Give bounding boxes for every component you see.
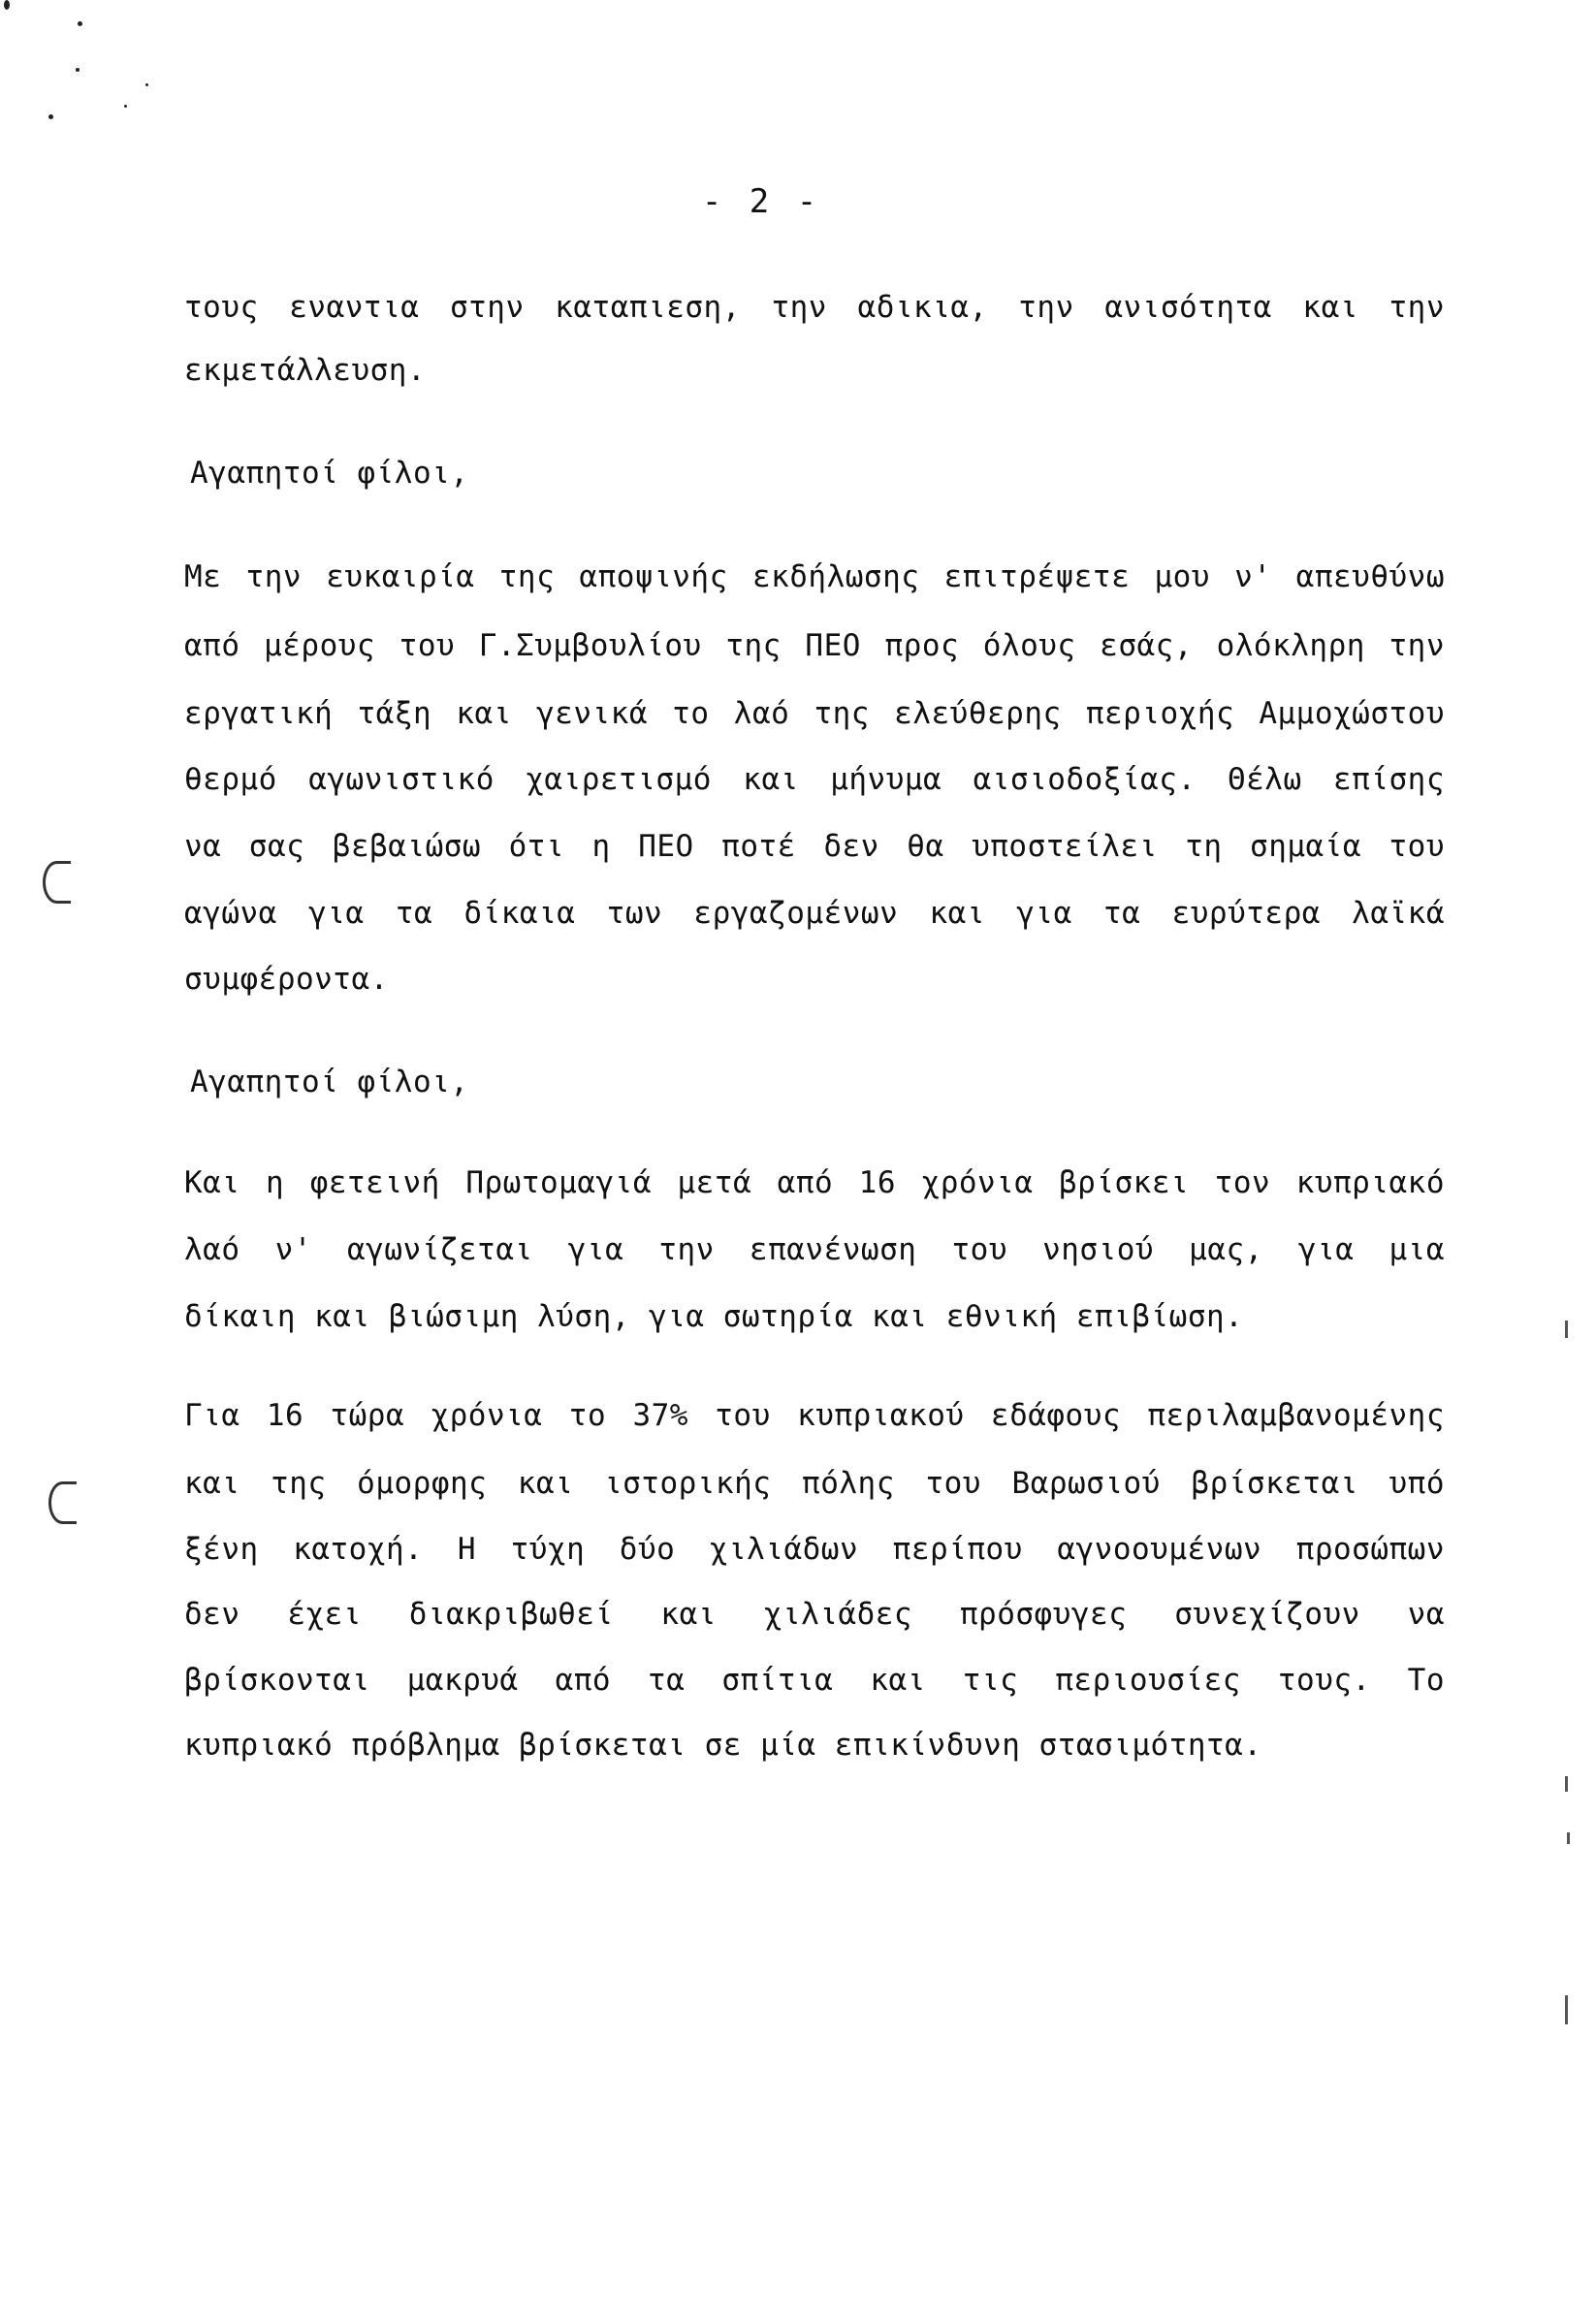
scan-speck bbox=[4, 0, 10, 10]
salutation: Αγαπητοί φίλοι, bbox=[190, 456, 469, 491]
text-line: να σας βεβαιώσω ότι η ΠΕΟ ποτέ δεν θα υποστείλει τη σημαία του bbox=[184, 829, 1445, 864]
text-line: εκμετάλλευση. bbox=[184, 353, 427, 388]
text-line: λαό ν' αγωνίζεται για την επανένωση του νησιού μας, για μια bbox=[184, 1232, 1445, 1267]
text-line: συμφέροντα. bbox=[184, 962, 389, 997]
scan-speck bbox=[124, 105, 127, 108]
text-line: βρίσκονται μακρυά από τα σπίτια και τις περιουσίες τους. Το bbox=[184, 1663, 1445, 1698]
text-line: Και η φετεινή Πρωτομαγιά μετά από 16 χρόνια βρίσκει τον κυπριακό bbox=[184, 1165, 1445, 1200]
page-number: - 2 - bbox=[701, 182, 821, 221]
scan-edge-mark bbox=[1565, 1321, 1568, 1338]
text-line: εργατική τάξη και γενικά το λαό της ελεύθερης περιοχής Αμμοχώστου bbox=[184, 696, 1445, 731]
scan-speck bbox=[48, 114, 53, 119]
scan-edge-mark bbox=[1567, 1832, 1570, 1844]
text-line: κυπριακό πρόβλημα βρίσκεται σε μία επικίνδυνη στασιμότητα. bbox=[184, 1728, 1262, 1763]
text-line: από μέρους του Γ.Συμβουλίου της ΠΕΟ προς όλους εσάς, ολόκληρη την bbox=[184, 628, 1445, 663]
text-line: ξένη κατοχή. Η τύχη δύο χιλιάδων περίπου αγνοουμένων προσώπων bbox=[184, 1532, 1445, 1567]
text-line: θερμό αγωνιστικό χαιρετισμό και μήνυμα αισιοδοξίας. Θέλω επίσης bbox=[184, 762, 1445, 797]
scan-edge-mark bbox=[1565, 1995, 1568, 2024]
scan-edge-mark bbox=[1565, 1776, 1568, 1792]
text-line: Για 16 τώρα χρόνια το 37% του κυπριακού εδάφους περιλαμβανομένης bbox=[184, 1398, 1445, 1433]
punch-hole-mark bbox=[43, 861, 71, 904]
scan-speck bbox=[78, 21, 82, 26]
scan-speck bbox=[76, 68, 80, 72]
punch-hole-mark bbox=[48, 1481, 77, 1524]
text-line: δίκαιη και βιώσιμη λύση, για σωτηρία και εθνική επιβίωση. bbox=[184, 1299, 1244, 1334]
text-line: τους εναντια στην καταπιεση, την αδικια, την ανισότητα και την bbox=[184, 290, 1445, 325]
salutation: Αγαπητοί φίλοι, bbox=[190, 1065, 469, 1099]
text-line: Με την ευκαιρία της αποψινής εκδήλωσης επιτρέψετε μου ν' απευθύνω bbox=[184, 559, 1445, 594]
text-line: αγώνα για τα δίκαια των εργαζομένων και για τα ευρύτερα λαϊκά bbox=[184, 896, 1445, 931]
text-line: δεν έχει διακριβωθεί και χιλιάδες πρόσφυγες συνεχίζουν να bbox=[184, 1597, 1445, 1632]
text-line: και της όμορφης και ιστορικής πόλης του Βαρωσιού βρίσκεται υπό bbox=[184, 1466, 1445, 1501]
scan-speck bbox=[145, 83, 148, 86]
